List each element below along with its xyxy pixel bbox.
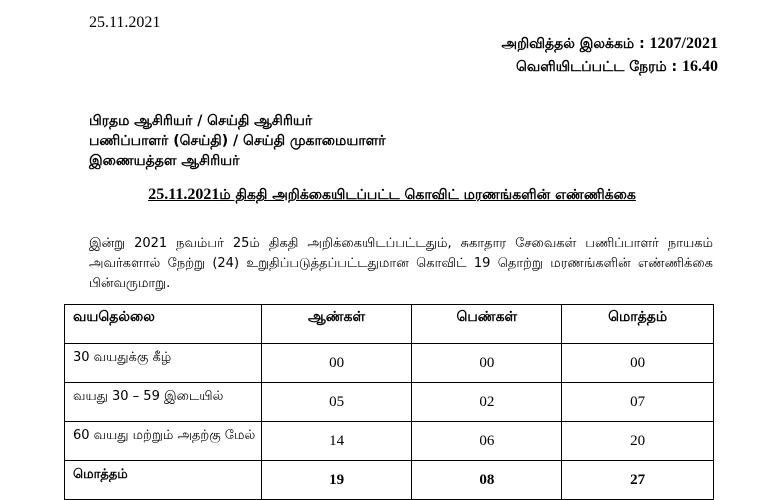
males-cell: 14 [261,422,412,461]
males-cell: 05 [261,383,412,422]
females-cell: 00 [412,344,562,383]
total-cell: 00 [562,344,714,383]
total-cell: 07 [562,383,714,422]
table-header-row [65,305,714,344]
recipients-block [89,111,386,171]
column-header-total: மொத்தம் [562,305,714,344]
grand-total-cell: 27 [562,461,714,500]
total-cell: 20 [562,422,714,461]
release-time [516,58,718,77]
recipient-line: பணிப்பாளர் (செய்தி) / செய்தி முகாமையாளர் [89,133,386,149]
body-paragraph: இன்று 2021 நவம்பர் 25ம் திகதி அறிக்கையிடப்பட்டதும், சுகாதார சேவைகள் பணிப்பாளர் நாயகம் அவர்களால் நேற்று (24) உறுதிப்படுத்தப்பட்டதுமான கொவிட் 19 தொற்று மரணங்களின் எண்ணிக்கை பின்வருமாறு. [89,236,713,291]
release-time-label: வெளியிடப்பட்ட நேரம் : [515,59,678,75]
females-total-cell: 08 [412,461,562,500]
recipient-line: இணையத்தள ஆசிரியர் [89,153,240,169]
age-range-cell: வயது 30 – 59 இடையில் [65,383,262,422]
document-heading [0,186,784,205]
females-cell: 06 [412,422,562,461]
reference-number-value: 1207/2021 [649,35,718,52]
table-row [65,344,714,383]
heading-text: ம் திகதி அறிக்கையிடப்பட்ட கொவிட் மரணங்களின் எண்ணிக்கை [219,187,636,203]
table-row [65,422,714,461]
release-time-value: 16.40 [682,58,718,75]
table-row [65,383,714,422]
column-header-age-range: வயதெல்லை [65,305,262,344]
deaths-table [64,304,714,500]
table-total-row [65,461,714,500]
total-label-cell: மொத்தம் [65,461,262,500]
females-cell: 02 [412,383,562,422]
reference-number-label: அறிவித்தல் இலக்கம் : [501,36,645,52]
reference-number [502,35,718,54]
males-cell: 00 [261,344,412,383]
document-date: 25.11.2021 [89,14,161,31]
column-header-females: பெண்கள் [412,305,562,344]
age-range-cell: 60 வயது மற்றும் அதற்கு மேல் [65,422,262,461]
males-total-cell: 19 [261,461,412,500]
heading-date: 25.11.2021 [148,186,220,203]
column-header-males: ஆண்கள் [261,305,412,344]
recipient-line: பிரதம ஆசிரியர் / செய்தி ஆசிரியர் [89,113,313,129]
age-range-cell: 30 வயதுக்கு கீழ் [65,344,262,383]
